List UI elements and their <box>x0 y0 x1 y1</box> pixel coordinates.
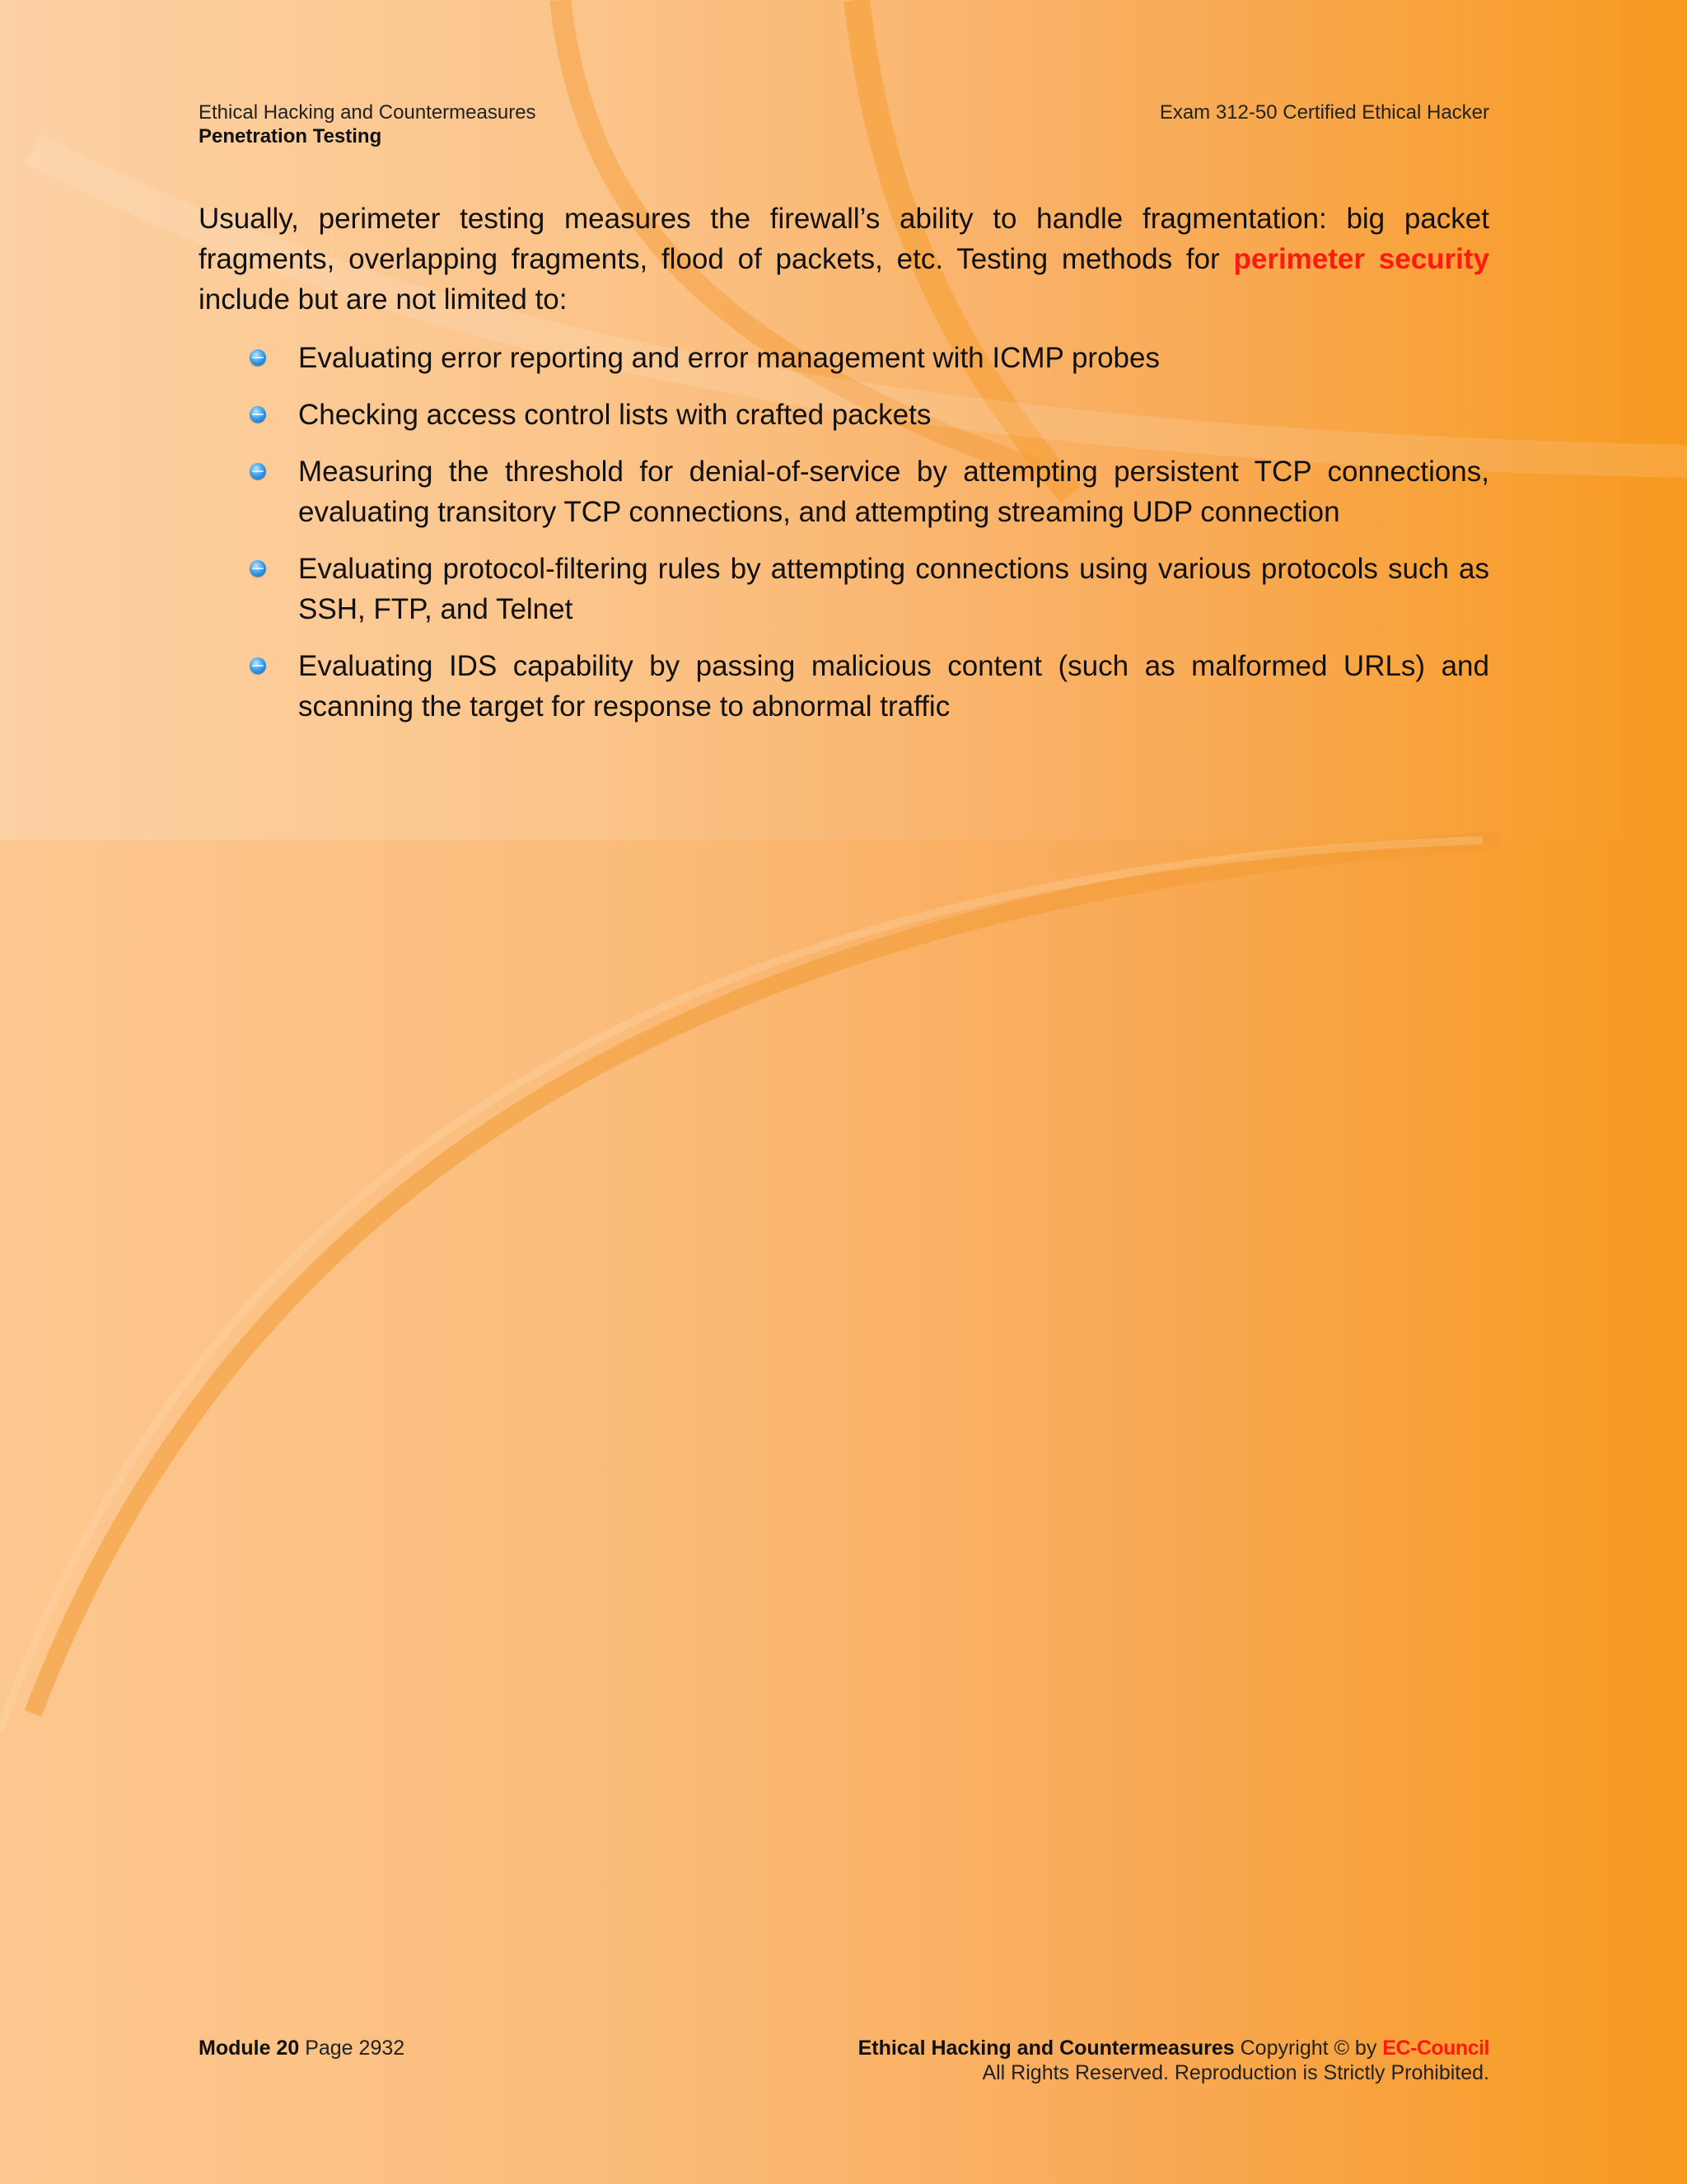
footer-copyright <box>858 2036 1489 2085</box>
footer-copyright-line <box>858 2036 1489 2060</box>
testing-methods-list <box>199 338 1489 727</box>
list-item-text: Measuring the threshold for denial-of-service by attempting persistent TCP connections, evaluating transitory TCP connections, and attempting streaming UDP connection <box>298 456 1489 528</box>
main-content <box>199 199 1489 743</box>
footer-copyright-text: Copyright © by <box>1240 2037 1377 2060</box>
header-module-title: Penetration Testing <box>199 125 382 147</box>
intro-paragraph <box>199 199 1489 320</box>
intro-text-after: include but are not limited to: <box>199 283 568 316</box>
highlight-term: perimeter security <box>1233 243 1490 275</box>
header-left <box>199 101 536 148</box>
footer-copyright-title: Ethical Hacking and Countermeasures <box>858 2037 1235 2060</box>
list-item-text: Evaluating protocol-filtering rules by attempting connections using various protocols such as SSH, FTP, and Telnet <box>298 553 1489 625</box>
list-item-text: Checking access control lists with crafted packets <box>298 399 932 431</box>
header-exam-title: Exam 312-50 Certified Ethical Hacker <box>1159 101 1489 124</box>
list-item <box>199 451 1489 532</box>
footer-page-label: Page 2932 <box>305 2037 405 2060</box>
intro-text-before: Usually, perimeter testing measures the firewall’s ability to handle fragmentation: big packet fragments, overlapping fragments, flood of packets, etc. Testing methods for <box>199 203 1489 275</box>
header-course-title: Ethical Hacking and Countermeasures <box>199 101 536 124</box>
list-item <box>199 395 1489 435</box>
bullet-icon <box>250 349 266 366</box>
bullet-icon <box>250 406 266 423</box>
footer-rights: All Rights Reserved. Reproduction is Strictly Prohibited. <box>982 2061 1489 2084</box>
ec-council-logo: EC-Council <box>1382 2037 1489 2060</box>
list-item-text: Evaluating IDS capability by passing malicious content (such as malformed URLs) and scanning the target for response to abnormal traffic <box>298 650 1489 723</box>
list-item <box>199 338 1489 378</box>
bullet-icon <box>250 657 266 674</box>
list-item <box>199 549 1489 629</box>
list-item <box>199 646 1489 727</box>
bullet-icon <box>250 463 266 479</box>
footer-page-info <box>199 2036 404 2060</box>
footer-module-label: Module 20 <box>199 2037 300 2060</box>
bullet-icon <box>250 560 266 577</box>
list-item-text: Evaluating error reporting and error management with ICMP probes <box>298 342 1160 374</box>
